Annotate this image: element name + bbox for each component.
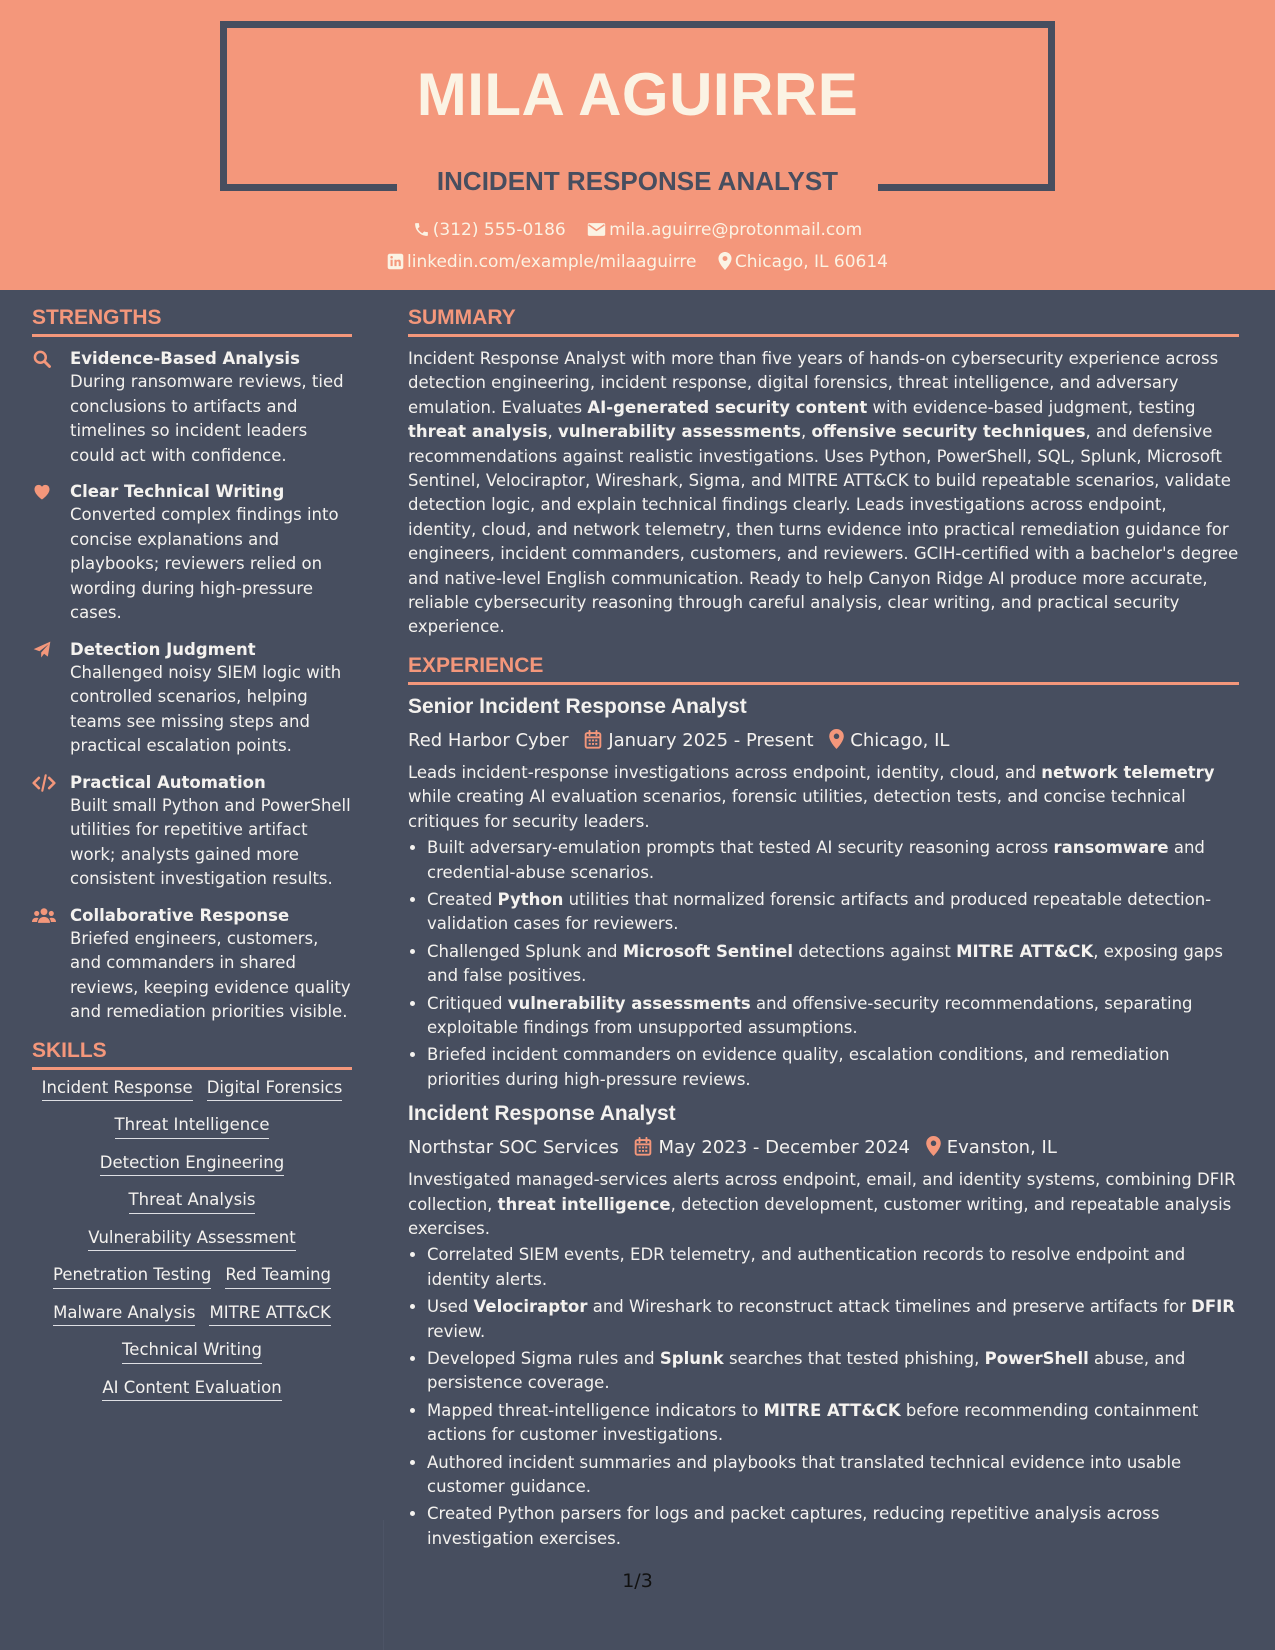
code-icon — [32, 773, 56, 797]
phone-icon — [413, 221, 430, 238]
phone-text: (312) 555-0186 — [432, 220, 566, 240]
text-run: review. — [427, 1321, 486, 1341]
job-location: Chicago, IL — [850, 729, 950, 751]
strength-desc: Challenged noisy SIEM logic with controlled scenarios, helping teams see missing steps and practical escalation points. — [70, 662, 342, 755]
strengths-heading: STRENGTHS — [32, 306, 352, 337]
bullet-item — [427, 992, 1239, 1041]
strength-item — [32, 904, 352, 1025]
text-run: Briefed incident commanders on evidence quality, escalation conditions, and remediation priorities during high-pressure reviews. — [427, 1045, 1170, 1089]
skills-row — [32, 1267, 352, 1289]
job-bullets — [408, 1243, 1239, 1551]
map-pin-icon — [926, 1136, 941, 1156]
text-run: searches that tested phishing, — [723, 1349, 985, 1368]
text-run: Leads incident-response investigations across endpoint, identity, cloud, and — [408, 762, 1042, 782]
strength-title: Practical Automation — [70, 772, 266, 792]
job-meta — [408, 1136, 1239, 1158]
bold-keyword: DFIR — [1191, 1297, 1235, 1317]
bold-keyword: ransomware — [1053, 838, 1169, 858]
summary-heading: SUMMARY — [408, 306, 1239, 337]
skills-list — [32, 1077, 352, 1402]
contact-row-2 — [0, 252, 1275, 272]
skills-heading: SKILLS — [32, 1039, 352, 1070]
job-meta — [408, 729, 1239, 751]
text-run: Used — [427, 1297, 474, 1317]
skill-tag: Penetration Testing — [53, 1267, 211, 1289]
linkedin-icon — [387, 253, 404, 270]
skill-tag: Detection Engineering — [100, 1155, 284, 1177]
job-company: Northstar SOC Services — [408, 1137, 619, 1159]
location-text: Chicago, IL 60614 — [734, 252, 888, 272]
skill-tag: Vulnerability Assessment — [88, 1230, 295, 1252]
job-description — [408, 761, 1239, 834]
strength-desc: During ransomware reviews, tied conclusions to artifacts and timelines so incident leaders could act with confidence. — [70, 372, 344, 465]
users-icon — [32, 906, 56, 930]
text-run: and Wireshark to reconstruct attack timelines and preserve artifacts for — [587, 1297, 1192, 1317]
bold-keyword: threat intelligence — [497, 1194, 671, 1214]
text-run: and credential-abuse scenarios. — [427, 838, 1205, 882]
bold-keyword: network telemetry — [1041, 762, 1215, 782]
bold-keyword: MITRE ATT&CK — [956, 941, 1094, 961]
bullet-item — [427, 1295, 1239, 1344]
bold-keyword: threat analysis — [408, 422, 548, 442]
bold-keyword: vulnerability assessments — [507, 993, 751, 1013]
skill-tag: Digital Forensics — [207, 1080, 343, 1102]
resume-header — [0, 0, 1275, 290]
calendar-icon — [584, 730, 602, 749]
text-run: , — [547, 422, 558, 442]
text-run: , detection development, customer writing, and repeatable analysis exercises. — [408, 1194, 1232, 1238]
summary-section — [408, 306, 1239, 640]
bold-keyword: MITRE ATT&CK — [763, 1400, 901, 1420]
bullet-item — [427, 1043, 1239, 1092]
skill-tag: Threat Intelligence — [115, 1117, 270, 1139]
map-pin-icon — [718, 252, 732, 270]
bullet-item — [427, 1243, 1239, 1292]
job-company: Red Harbor Cyber — [408, 729, 569, 751]
strength-item — [32, 638, 352, 759]
left-column — [32, 306, 352, 1417]
skills-row — [32, 1342, 352, 1364]
text-run: Built adversary-emulation prompts that tested AI security reasoning across — [427, 838, 1054, 858]
strength-item — [32, 771, 352, 892]
skill-tag: Red Teaming — [225, 1267, 331, 1289]
bullet-item — [427, 1399, 1239, 1448]
bold-keyword: AI-generated security content — [587, 397, 868, 417]
skills-row — [32, 1377, 352, 1402]
skill-tag: AI Content Evaluation — [102, 1380, 281, 1402]
text-run: while creating AI evaluation scenarios, forensic utilities, detection tests, and concise technical critiques for security leaders. — [408, 787, 1186, 831]
strength-desc: Converted complex findings into concise explanations and playbooks; reviewers relied on wording during high-pressure cases. — [70, 505, 339, 622]
job-entry — [408, 1102, 1239, 1551]
bold-keyword: vulnerability assessments — [557, 422, 801, 442]
bold-keyword: offensive security techniques — [811, 422, 1086, 442]
job-bullets — [408, 836, 1239, 1092]
text-run: Created Python parsers for logs and packet captures, reducing repetitive analysis across investigation exercises. — [427, 1504, 1160, 1548]
location-contact — [718, 252, 888, 272]
strength-desc: Built small Python and PowerShell utilities for repetitive artifact work; analysts gained more consistent investigation results. — [70, 795, 351, 888]
text-run: Authored incident summaries and playbooks that translated technical evidence into usable customer guidance. — [427, 1452, 1182, 1497]
bold-keyword: Splunk — [659, 1349, 724, 1368]
text-run: Challenged Splunk and — [427, 941, 623, 961]
text-run: Developed Sigma rules and — [427, 1349, 660, 1368]
bullet-item — [427, 1451, 1239, 1500]
summary-text — [408, 347, 1239, 640]
bold-keyword: Velociraptor — [473, 1297, 588, 1317]
strength-desc: Briefed engineers, customers, and commanders in shared reviews, keeping evidence quality and remediation priorities visible. — [70, 928, 351, 1021]
phone-contact[interactable] — [413, 220, 566, 240]
skill-tag: MITRE ATT&CK — [209, 1305, 330, 1327]
skills-row — [32, 1077, 352, 1102]
skill-tag: Incident Response — [42, 1080, 193, 1102]
email-contact[interactable] — [587, 220, 862, 240]
heart-icon — [32, 482, 52, 506]
job-entry — [408, 695, 1239, 1092]
bullet-item — [427, 1502, 1239, 1551]
bullet-item — [427, 940, 1239, 989]
job-title: Senior Incident Response Analyst — [408, 694, 747, 718]
skills-row — [32, 1192, 352, 1214]
text-run: detections against — [793, 941, 957, 961]
right-column — [408, 306, 1239, 1554]
skills-row — [32, 1302, 352, 1327]
skills-section — [32, 1039, 352, 1402]
strength-title: Clear Technical Writing — [70, 482, 285, 501]
bold-keyword: Microsoft Sentinel — [622, 941, 794, 961]
text-run: Critiqued — [427, 993, 508, 1013]
job-dates: January 2025 - Present — [608, 729, 814, 751]
calendar-icon — [634, 1137, 652, 1156]
strength-title: Detection Judgment — [70, 639, 256, 659]
skills-row — [32, 1227, 352, 1252]
text-run: Correlated SIEM events, EDR telemetry, and authentication records to resolve endpoint and identity alerts. — [427, 1245, 1186, 1289]
paper-plane-icon — [32, 640, 52, 664]
email-text: mila.aguirre@protonmail.com — [609, 220, 863, 240]
skill-tag: Malware Analysis — [53, 1305, 195, 1327]
search-icon — [32, 349, 52, 373]
text-run: , exposing gaps and false positives. — [427, 941, 1223, 986]
job-dates: May 2023 - December 2024 — [658, 1137, 911, 1159]
candidate-title: INCIDENT RESPONSE ANALYST — [436, 166, 839, 196]
contact-row-1 — [0, 220, 1275, 240]
job-location: Evanston, IL — [946, 1137, 1057, 1159]
skills-row — [32, 1152, 352, 1177]
envelope-icon — [587, 221, 606, 238]
bullet-item — [427, 1347, 1239, 1396]
text-run: utilities that normalized forensic artifacts and produced repeatable detection-validation cases for reviewers. — [427, 889, 1212, 934]
bullet-item — [427, 888, 1239, 937]
bullet-item — [427, 836, 1239, 885]
experience-section — [408, 654, 1239, 1551]
page-number: 1/3 — [622, 1570, 653, 1592]
text-run: , — [800, 422, 812, 442]
text-run: Created — [427, 889, 498, 909]
text-run: with evidence-based judgment, testing — [867, 397, 1196, 417]
text-run: Mapped threat-intelligence indicators to — [427, 1400, 764, 1420]
linkedin-contact[interactable] — [387, 252, 696, 272]
map-pin-icon — [829, 729, 844, 749]
skill-tag: Technical Writing — [122, 1342, 262, 1364]
text-run: Incident Response Analyst with more than five years of hands-on cybersecurity experience across detection engineering, incident response, digital forensics, threat intelligence, and adversary emulation. Evaluates — [408, 349, 1219, 417]
strength-title: Collaborative Response — [70, 905, 290, 925]
experience-heading: EXPERIENCE — [408, 654, 1239, 685]
job-description — [408, 1168, 1239, 1241]
candidate-name: MILA AGUIRRE — [416, 61, 859, 128]
linkedin-text: linkedin.com/example/milaaguirre — [407, 252, 697, 272]
skills-row — [32, 1117, 352, 1139]
strength-item — [32, 480, 352, 626]
text-run: before recommending containment actions for customer investigations. — [427, 1400, 1199, 1445]
text-run: abuse, and persistence coverage. — [427, 1349, 1186, 1393]
text-run: Investigated managed-services alerts across endpoint, email, and identity systems, combining DFIR collection, — [408, 1170, 1236, 1214]
text-run: and offensive-security recommendations, separating exploitable findings from unsupported assumptions. — [427, 993, 1193, 1037]
text-run: , and defensive recommendations against realistic investigations. Uses Python, PowerShell, SQL, Splunk, Microsoft Sentinel, Velociraptor, Wireshark, Sigma, and MITRE ATT&CK to build repeatable scenarios, validate detection logic, and explain technical findings clearly. Leads investigations across endpoint, identity, cloud, and network telemetry, then turns evidence into practical remediation guidance for engineers, incident commanders, customers, and reviewers. GCIH-certified with a bachelor's degree and native-level English communication. Ready to help Canyon Ridge AI produce more accurate, reliable cybersecurity reasoning through careful analysis, clear writing, and practical security experience. — [408, 422, 1239, 637]
strength-title: Evidence-Based Analysis — [70, 349, 300, 368]
bold-keyword: PowerShell — [984, 1349, 1089, 1368]
bold-keyword: Python — [497, 889, 564, 909]
skill-tag: Threat Analysis — [129, 1192, 256, 1214]
job-title: Incident Response Analyst — [408, 1102, 676, 1126]
strength-item — [32, 347, 352, 468]
